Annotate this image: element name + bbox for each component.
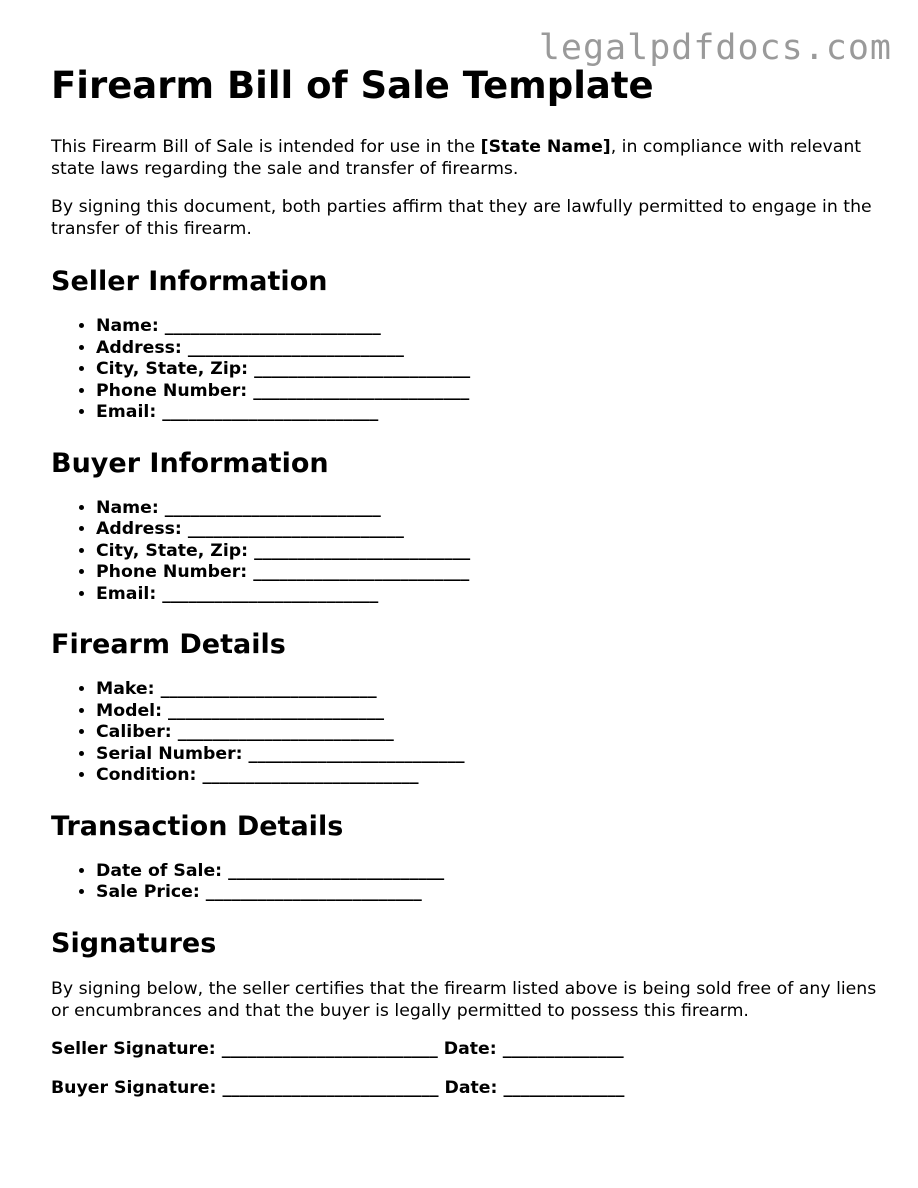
field-blank-line[interactable]: _________________________ — [164, 316, 381, 336]
seller-date-blank[interactable]: ______________ — [502, 1038, 624, 1059]
seller-signature-label: Seller Signature: — [51, 1038, 216, 1059]
form-field-item[interactable] — [96, 765, 881, 787]
form-field-item[interactable] — [96, 381, 881, 403]
field-label: Serial Number: — [96, 743, 243, 764]
buyer-field-list — [51, 498, 881, 606]
field-label: Address: — [96, 337, 182, 358]
field-label: Sale Price: — [96, 882, 200, 902]
field-label: Name: — [96, 497, 159, 518]
field-blank-line[interactable]: _________________________ — [205, 882, 422, 902]
field-label: Name: — [96, 316, 159, 336]
seller-heading: Seller Information — [51, 266, 328, 297]
form-field-item[interactable] — [96, 541, 881, 563]
field-blank-line[interactable]: _________________________ — [160, 679, 377, 699]
firearm-field-list — [51, 679, 881, 787]
field-label: City, State, Zip: — [96, 540, 249, 561]
field-label: Model: — [96, 700, 162, 721]
form-field-item[interactable] — [96, 402, 881, 424]
page-title: Firearm Bill of Sale Template — [51, 64, 654, 107]
form-field-item[interactable] — [96, 338, 881, 360]
field-label: Make: — [96, 679, 155, 699]
form-field-item[interactable] — [96, 562, 881, 584]
field-blank-line[interactable]: _________________________ — [187, 337, 404, 358]
form-field-item[interactable] — [96, 701, 881, 723]
seller-signature-line[interactable] — [51, 1038, 881, 1060]
intro-paragraph — [51, 136, 881, 180]
seller-signature-blank[interactable]: _________________________ — [221, 1038, 438, 1059]
field-label: Phone Number: — [96, 380, 248, 401]
seller-date-label: Date: — [443, 1038, 497, 1059]
field-blank-line[interactable]: _________________________ — [254, 540, 471, 561]
affirm-paragraph: By signing this document, both parties affirm that they are lawfully permitted to engage in the transfer of this firearm. — [51, 197, 872, 239]
buyer-heading: Buyer Information — [51, 447, 329, 479]
watermark-logo: legalpdfdocs.com — [538, 28, 892, 68]
form-field-item[interactable] — [96, 679, 881, 701]
field-label: City, State, Zip: — [96, 359, 249, 379]
form-field-item[interactable] — [96, 744, 881, 766]
field-label: Date of Sale: — [96, 860, 223, 881]
field-blank-line[interactable]: _________________________ — [164, 497, 381, 518]
buyer-signature-line[interactable] — [51, 1077, 881, 1099]
intro-text-before: This Firearm Bill of Sale is intended for use in the — [51, 137, 481, 157]
field-blank-line[interactable]: _________________________ — [162, 402, 379, 422]
field-label: Condition: — [96, 765, 197, 785]
seller-field-list — [51, 316, 881, 424]
field-label: Address: — [96, 519, 182, 539]
buyer-date-blank[interactable]: ______________ — [503, 1077, 625, 1098]
buyer-signature-label: Buyer Signature: — [51, 1077, 217, 1098]
field-blank-line[interactable]: _________________________ — [202, 765, 419, 785]
intro-text-after: , in compliance with relevant state laws regarding the sale and transfer of firearms. — [51, 137, 862, 179]
buyer-signature-blank[interactable]: _________________________ — [222, 1077, 439, 1098]
field-blank-line[interactable]: _________________________ — [162, 583, 379, 604]
buyer-date-label: Date: — [444, 1077, 498, 1098]
field-blank-line[interactable]: _________________________ — [253, 562, 470, 582]
field-label: Caliber: — [96, 722, 172, 742]
form-field-item[interactable] — [96, 584, 881, 606]
field-blank-line[interactable]: _________________________ — [168, 700, 385, 721]
signatures-paragraph: By signing below, the seller certifies that the firearm listed above is being sold free of any liens or encumbrances and that the buyer is legally permitted to possess this firearm. — [51, 978, 877, 1021]
form-field-item[interactable] — [96, 316, 881, 338]
form-field-item[interactable] — [96, 359, 881, 381]
field-blank-line[interactable]: _________________________ — [228, 860, 445, 881]
field-label: Email: — [96, 583, 157, 604]
form-field-item[interactable] — [96, 519, 881, 541]
document-body — [51, 62, 881, 1116]
form-field-item[interactable] — [96, 882, 881, 904]
firearm-heading: Firearm Details — [51, 629, 286, 660]
transaction-field-list — [51, 861, 881, 904]
form-field-item[interactable] — [96, 498, 881, 520]
state-name-placeholder: [State Name] — [480, 137, 611, 157]
form-field-item[interactable] — [96, 722, 881, 744]
field-label: Email: — [96, 402, 157, 422]
field-blank-line[interactable]: _________________________ — [187, 519, 404, 539]
form-field-item[interactable] — [96, 861, 881, 883]
field-label: Phone Number: — [96, 562, 248, 582]
signatures-heading: Signatures — [51, 927, 217, 959]
transaction-heading: Transaction Details — [51, 810, 344, 842]
field-blank-line[interactable]: _________________________ — [177, 722, 394, 742]
field-blank-line[interactable]: _________________________ — [254, 359, 471, 379]
field-blank-line[interactable]: _________________________ — [248, 743, 465, 764]
field-blank-line[interactable]: _________________________ — [253, 380, 470, 401]
